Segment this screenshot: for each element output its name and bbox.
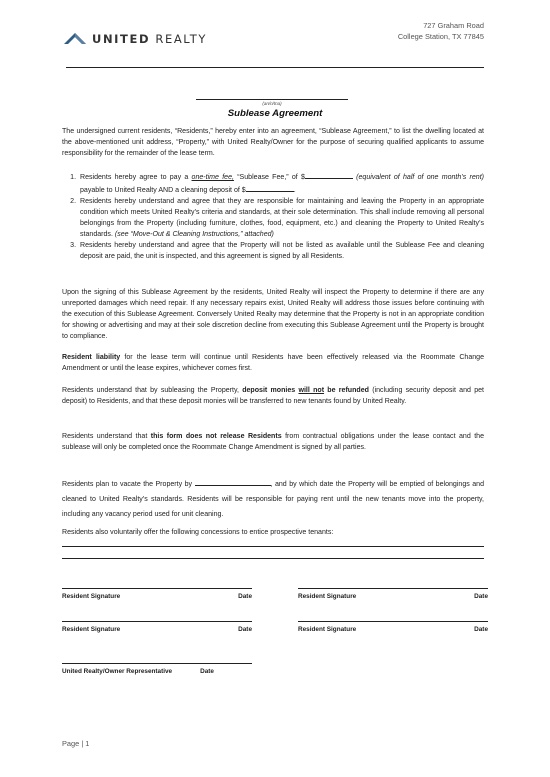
liability-bold: Resident liability (62, 354, 121, 361)
signature-label: Resident Signature (62, 626, 121, 633)
owner-signature-label: United Realty/Owner Representative (62, 668, 173, 675)
initials-label: (an/n/tna) (262, 101, 282, 106)
sublease-fee-blank[interactable] (305, 170, 353, 179)
concessions-line-2[interactable] (62, 558, 484, 559)
clause-list (62, 170, 484, 262)
concessions-paragraph: Residents also voluntarily offer the following concessions to entice prospective tenants: (62, 529, 334, 536)
date-label: Date (238, 593, 252, 600)
date-label: Date (474, 626, 488, 633)
signature-line[interactable] (298, 621, 488, 622)
deposit-bold-1: deposit monies (242, 387, 299, 394)
company-address (398, 20, 484, 42)
vacate-date-blank[interactable] (195, 477, 271, 486)
clause-3: 3. Residents hereby understand and agree that the Property will not be listed as available until the Sublease Fee and cleaning deposit are paid, the unit is inspected, and this agreement is signed by all Residents. (78, 240, 484, 262)
deposit-bold-2: be refunded (324, 387, 369, 394)
release-paragraph (62, 431, 484, 453)
vacate-text-b: , and by which date the Property will be emptied of belongings and cleaned to United Realty’s standards. Residents will be responsible for paying rent until the new tenants move into the property, including any vacancy period used for unit cleaning. (62, 481, 485, 518)
address-line-2: College Station, TX 77845 (397, 32, 484, 41)
owner-signature-block (62, 663, 252, 675)
liability-text: for the lease term will continue until Residents have been effectively released via the Roommate Change Amendment or until the lease expires, whichever comes first. (62, 354, 485, 372)
clause-2-text: Residents hereby understand and agree that they are responsible for maintaining and leaving the Property in an appropriate condition which meets United Realty’s criteria and standards, at their sole determination. This shall include removing all personal belongings from the Property (including furniture, clothes, food, equipment, etc.) and cleaning the Property to United Realty’s standards. (80, 198, 484, 238)
clause-1-text-b: “Sublease Fee,” of $ (233, 174, 305, 181)
signature-label: Resident Signature (62, 593, 121, 600)
clause-2-see-note: (see “Move-Out & Cleaning Instructions,” attached) (114, 231, 274, 238)
intro-paragraph: The undersigned current residents, “Residents,” hereby enter into an agreement, “Sublease Agreement,” to list the dwelling located at the above-mentioned unit address, “Property,” with United Realty/Owner for the purpose of securing qualified applicants to assume responsibility for the remainder of the lease term. (62, 128, 484, 157)
clause-1-period: . (293, 187, 296, 194)
clause-1-equivalent: (equivalent of half of one month’s rent) (356, 174, 484, 181)
deposit-text-c: (including security deposit and pet deposit) to Residents, and that these deposit monies will be transferred to new tenants found by United Realty. (62, 387, 484, 405)
signature-block-4 (298, 621, 488, 633)
signature-block-3 (62, 621, 252, 633)
vacate-text-a: Residents plan to vacate the Property by (62, 481, 195, 488)
concessions-line-1[interactable] (62, 546, 484, 547)
document-title: Sublease Agreement (227, 108, 323, 119)
release-bold: this form does not release Residents (150, 433, 282, 440)
logo-word-united: UNITED (92, 32, 151, 46)
deposit-text-a: Residents understand that by subleasing the Property, (62, 387, 243, 394)
header-divider (66, 67, 484, 68)
liability-paragraph (62, 352, 484, 374)
signature-block-1 (62, 588, 252, 600)
company-logo (64, 30, 207, 48)
signing-paragraph: Upon the signing of this Sublease Agreement by the residents, United Realty will inspect the Property to determine if there are any unreported damages which need repair. If any necessary repairs exist, United Realty will address those issues before continuing with the execution of this Sublease Agreement. Conversely United Realty may determine that the Property is not in an appropriate condition for showing or advertising and may at their sole discretion decline from executing this Sublease Agreement until the Property is brought to compliance. (62, 289, 484, 340)
cleaning-deposit-blank[interactable] (246, 183, 294, 192)
logo-word-realty: REALTY (155, 32, 207, 46)
vacate-paragraph (62, 477, 484, 522)
house-roof-icon (64, 30, 86, 48)
signature-block-2 (298, 588, 488, 600)
signature-line[interactable] (62, 588, 252, 589)
clause-1 (78, 170, 484, 196)
signature-line[interactable] (62, 621, 252, 622)
deposit-bold-will-not: will not (298, 387, 325, 394)
release-text-a: Residents understand that (62, 433, 151, 440)
clause-2 (78, 196, 484, 240)
release-text-c: from contractual obligations under the lease contact and the sublease will only be completed once the Roommate Change Amendment is signed by all parties. (62, 433, 484, 451)
clause-1-text-a: Residents hereby agree to pay a (80, 174, 192, 181)
signature-line[interactable] (62, 663, 252, 664)
initials-line (196, 99, 348, 100)
page-number: Page | 1 (62, 739, 90, 748)
signature-line[interactable] (298, 588, 488, 589)
date-label: Date (238, 626, 252, 633)
deposit-paragraph (62, 385, 484, 407)
clause-1-onetime: one-time fee, (191, 174, 234, 181)
address-line-1: 727 Graham Road (423, 21, 484, 30)
signature-label: Resident Signature (298, 593, 357, 600)
date-label: Date (474, 593, 488, 600)
clause-1-text-d: payable to United Realty AND a cleaning deposit of $ (80, 187, 246, 194)
signature-label: Resident Signature (298, 626, 357, 633)
date-label: Date (200, 668, 214, 675)
